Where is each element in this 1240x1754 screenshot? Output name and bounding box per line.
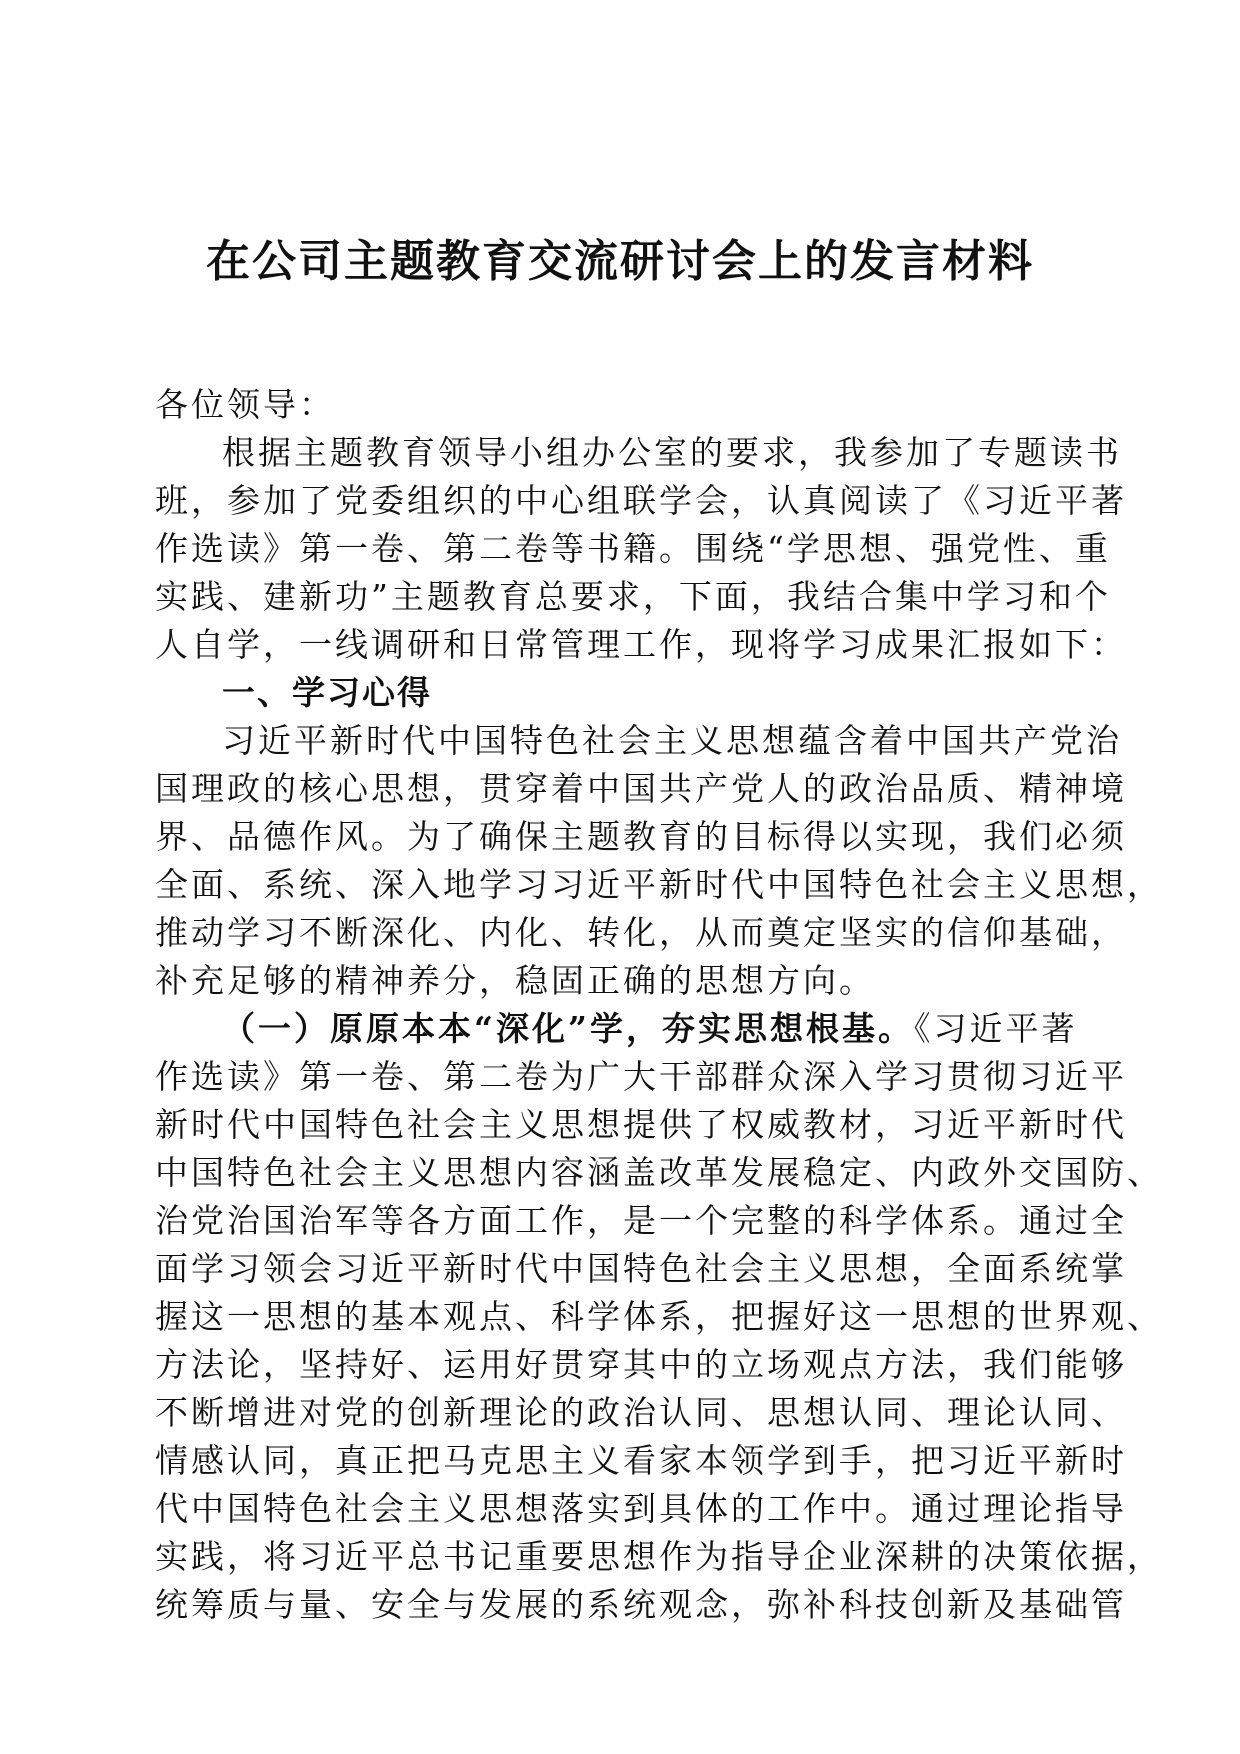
subsection-line: 实践，将习近平总书记重要思想作为指导企业深耕的决策依据，	[155, 1537, 1163, 1576]
document-title: 在公司主题教育交流研讨会上的发言材料	[206, 236, 1034, 287]
salutation: 各位领导：	[155, 385, 335, 424]
subsection-line: 握这一思想的基本观点、科学体系，把握好这一思想的世界观、	[155, 1297, 1163, 1336]
intro-line: 实践、建新功”主题教育总要求，下面，我结合集中学习和个	[155, 577, 1111, 616]
section-line: 习近平新时代中国特色社会主义思想蕴含着中国共产党治	[222, 721, 1122, 760]
subsection-line: 统筹质与量、安全与发展的系统观念，弥补科技创新及基础管	[155, 1585, 1127, 1624]
subsection-line: 面学习领会习近平新时代中国特色社会主义思想，全面系统掌	[155, 1249, 1127, 1288]
intro-line: 作选读》第一卷、第二卷等书籍。围绕“学思想、强党性、重	[155, 529, 1111, 568]
subsection-line: 情感认同，真正把马克思主义看家本领学到手，把习近平新时	[155, 1441, 1127, 1480]
subsection-line: 新时代中国特色社会主义思想提供了权威教材，习近平新时代	[155, 1105, 1127, 1144]
section-line: 全面、系统、深入地学习习近平新时代中国特色社会主义思想，	[155, 865, 1163, 904]
subsection-heading: （一）原原本本“深化”学，夯实思想根基。	[222, 1009, 914, 1048]
subsection-line: 中国特色社会主义思想内容涵盖改革发展稳定、内政外交国防、	[155, 1153, 1163, 1192]
section-line: 国理政的核心思想，贯穿着中国共产党人的政治品质、精神境	[155, 769, 1127, 808]
subsection-line: 不断增进对党的创新理论的政治认同、思想认同、理论认同、	[155, 1393, 1127, 1432]
subsection-line: 作选读》第一卷、第二卷为广大干部群众深入学习贯彻习近平	[155, 1057, 1127, 1096]
subsection-line: 方法论，坚持好、运用好贯穿其中的立场观点方法，我们能够	[155, 1345, 1127, 1384]
subsection-first-line	[222, 1006, 1077, 1052]
section-line: 补充足够的精神养分，稳固正确的思想方向。	[155, 961, 875, 1000]
subsection-line: 治党治国治军等各方面工作，是一个完整的科学体系。通过全	[155, 1201, 1127, 1240]
intro-line: 班，参加了党委组织的中心组联学会，认真阅读了《习近平著	[155, 481, 1127, 520]
section-line: 界、品德作风。为了确保主题教育的目标得以实现，我们必须	[155, 817, 1127, 856]
intro-line: 根据主题教育领导小组办公室的要求，我参加了专题读书	[222, 433, 1122, 472]
section-line: 推动学习不断深化、内化、转化，从而奠定坚实的信仰基础，	[155, 913, 1127, 952]
section-heading: 一、学习心得	[222, 673, 432, 712]
subsection-line: 代中国特色社会主义思想落实到具体的工作中。通过理论指导	[155, 1489, 1127, 1528]
subsection-first-rest: 《习近平著	[913, 1009, 1078, 1048]
intro-line: 人自学，一线调研和日常管理工作，现将学习成果汇报如下：	[155, 625, 1127, 664]
